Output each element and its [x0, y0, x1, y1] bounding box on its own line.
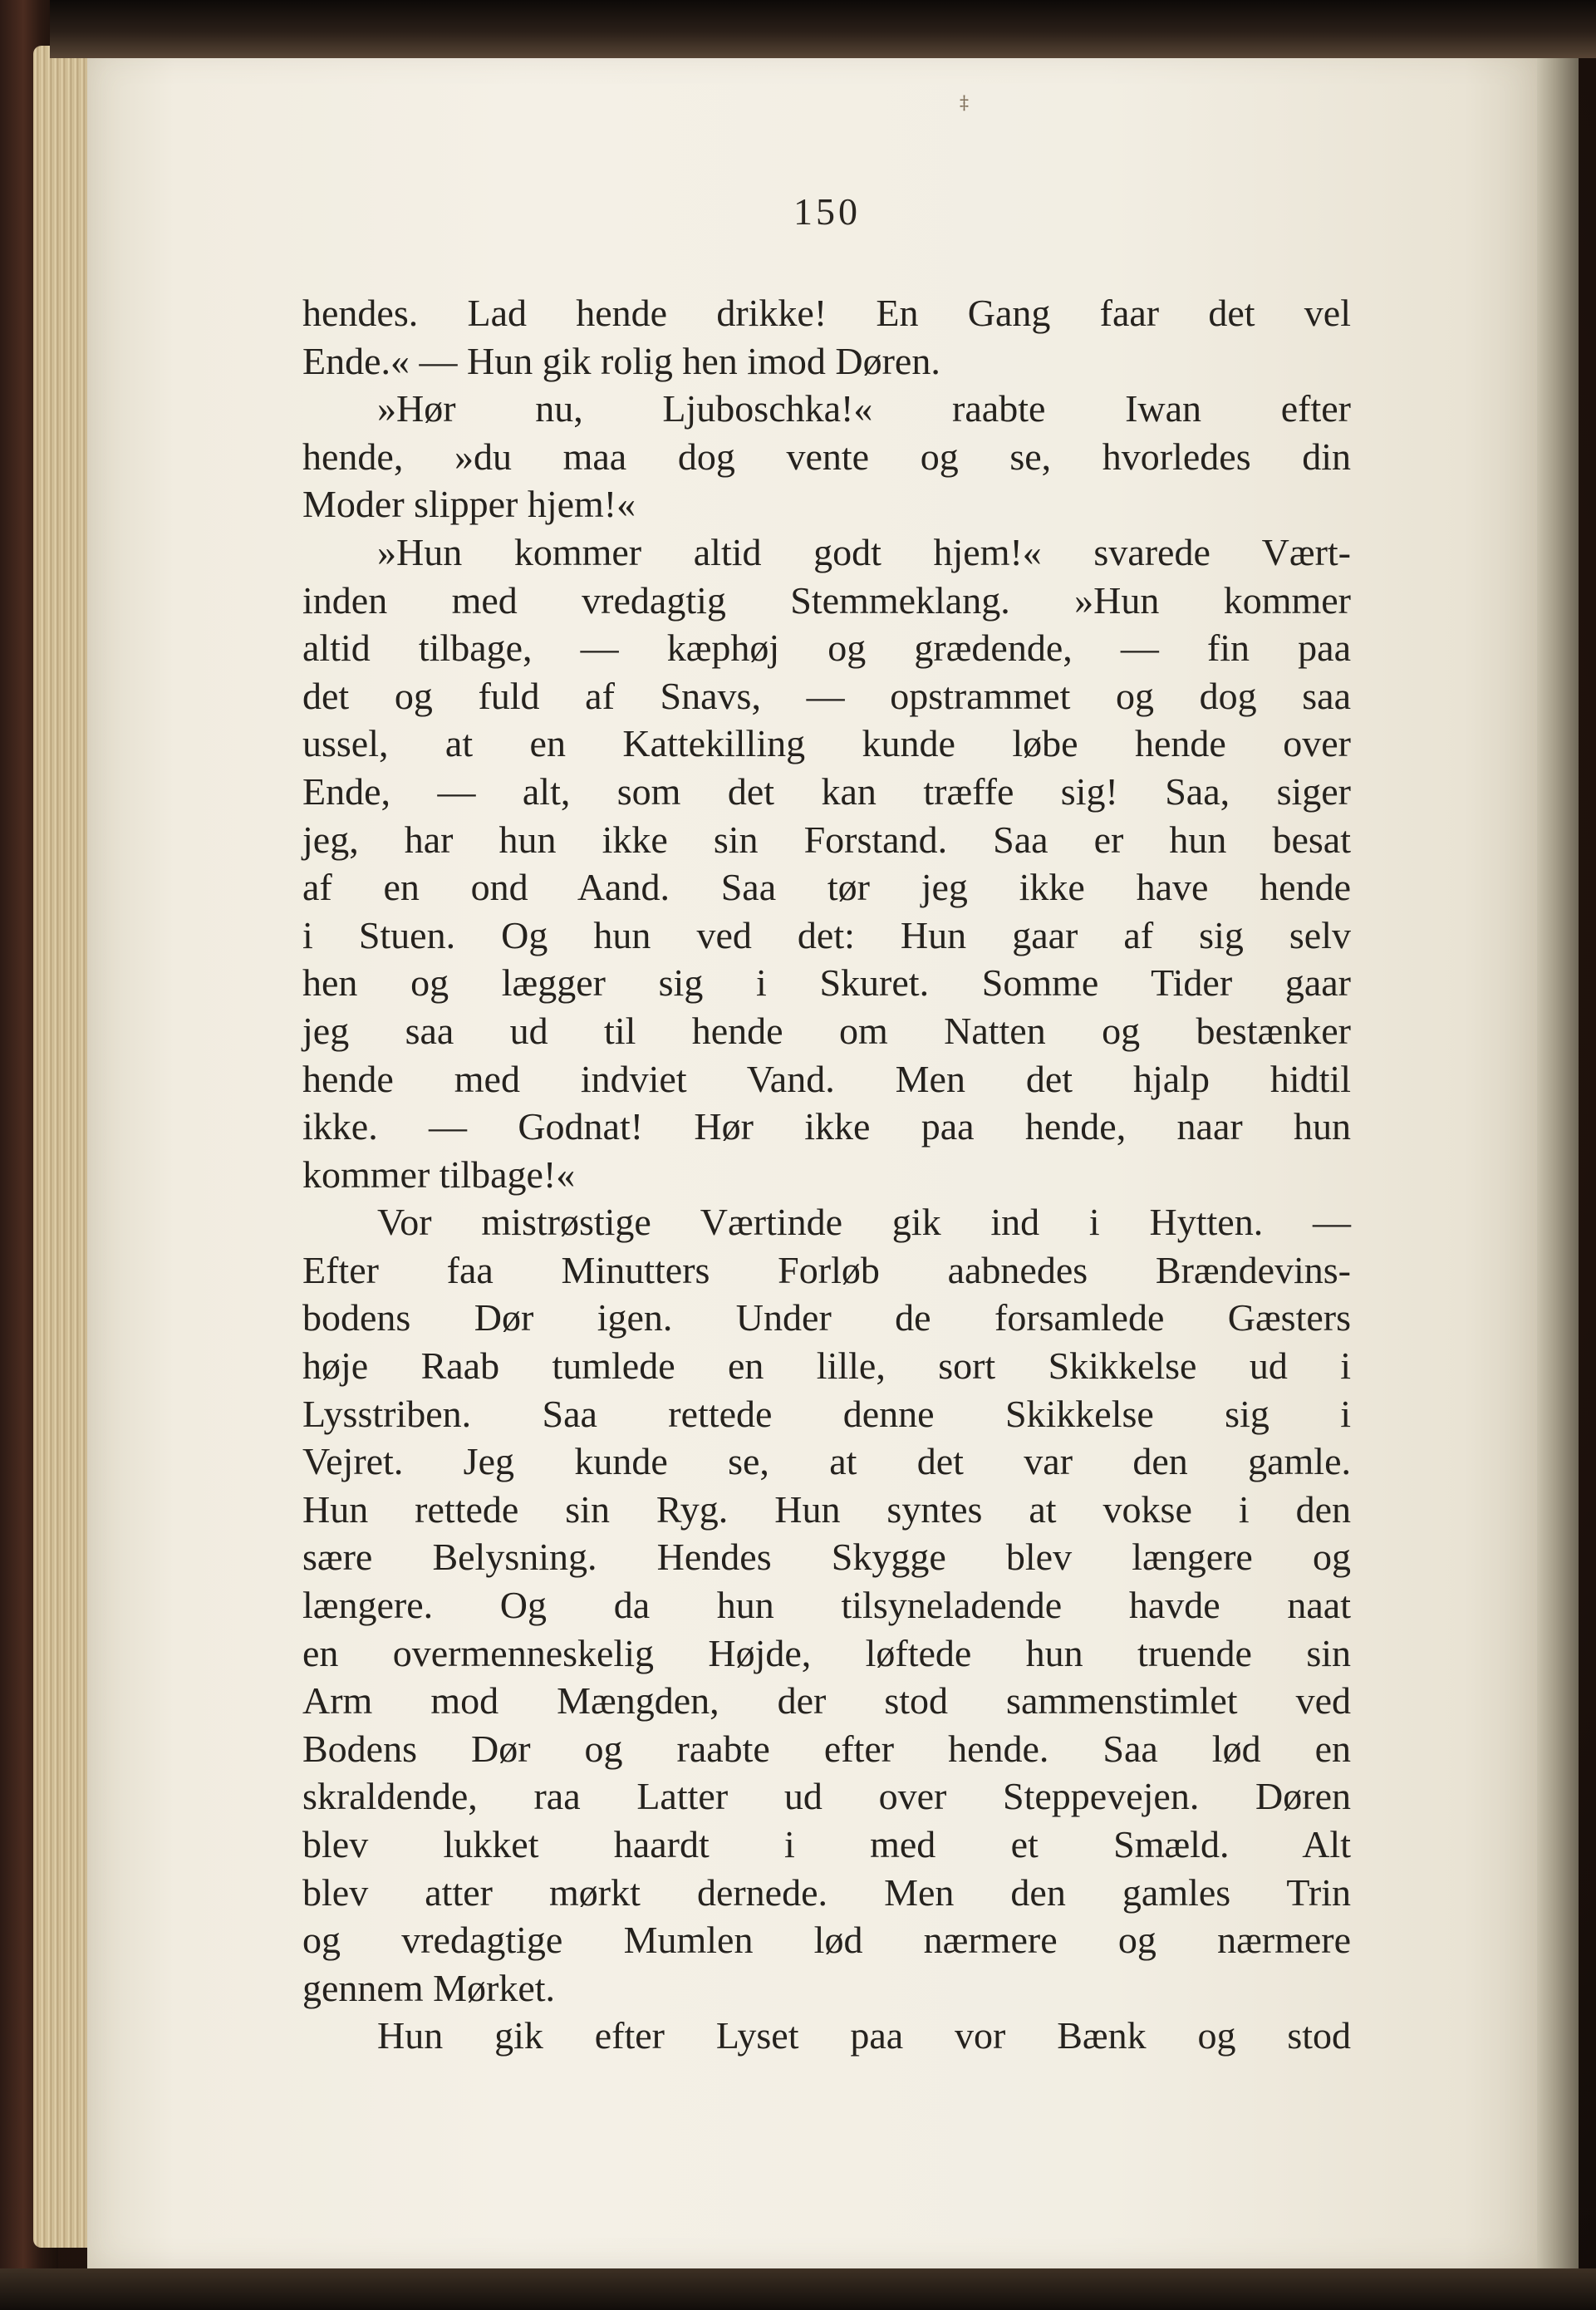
- text-line: Hun gik efter Lyset paa vor Bænk og stod: [377, 2014, 1351, 2057]
- text-line: hende, »du maa dog vente og se, hvorledes din: [302, 435, 1351, 478]
- body-text: [302, 289, 1351, 2060]
- text-line: Arm mod Mængden, der stod sammenstimlet ved: [302, 1679, 1351, 1723]
- text-line: høje Raab tumlede en lille, sort Skikkelse ud i: [302, 1344, 1351, 1388]
- text-line: »Hun kommer altid godt hjem!« svarede Vært-: [377, 530, 1351, 573]
- text-line: jeg, har hun ikke sin Forstand. Saa er hun besat: [302, 818, 1351, 861]
- text-line: i Stuen. Og hun ved det: Hun gaar af sig selv: [302, 913, 1351, 956]
- text-line: Efter faa Minutters Forløb aabnedes Brændevins-: [302, 1248, 1351, 1291]
- text-line: Ende, — alt, som det kan træffe sig! Saa, siger: [302, 769, 1351, 813]
- text-line: »Hør nu, Ljuboschka!« raabte Iwan efter: [377, 387, 1351, 430]
- text-line: og vredagtige Mumlen lød nærmere og nærmere: [302, 1919, 1351, 1962]
- top-shadow: [50, 0, 1596, 58]
- text-line: Hun rettede sin Ryg. Hun syntes at vokse i den: [302, 1487, 1351, 1531]
- text-line: blev atter mørkt dernede. Men den gamles Trin: [302, 1870, 1351, 1914]
- text-line: blev lukket haardt i med et Smæld. Alt: [302, 1823, 1351, 1865]
- page-mark: ‡: [960, 93, 969, 114]
- text-line: jeg saa ud til hende om Natten og bestænker: [302, 1009, 1351, 1052]
- page-number: 150: [793, 190, 861, 233]
- text-line: altid tilbage, — kæphøj og grædende, — fin paa: [302, 627, 1351, 670]
- text-line: ussel, at en Kattekilling kunde løbe hende over: [302, 722, 1351, 765]
- text-line: det og fuld af Snavs, — opstrammet og dog saa: [302, 674, 1351, 717]
- text-line: inden med vredagtig Stemmeklang. »Hun kommer: [302, 578, 1351, 622]
- text-line: hendes. Lad hende drikke! En Gang faar det vel: [302, 292, 1351, 334]
- text-line: af en ond Aand. Saa tør jeg ikke have hende: [302, 866, 1351, 909]
- text-line: hende med indviet Vand. Men det hjalp hidtil: [302, 1057, 1351, 1100]
- text-line: en overmenneskelig Højde, løftede hun truende sin: [302, 1631, 1351, 1674]
- text-line: Moder slipper hjem!«: [302, 483, 636, 526]
- text-line: Lysstriben. Saa rettede denne Skikkelse sig i: [302, 1392, 1351, 1435]
- text-line: Bodens Dør og raabte efter hende. Saa lød en: [302, 1727, 1351, 1770]
- text-line: kommer tilbage!«: [302, 1153, 576, 1196]
- text-line: skraldende, raa Latter ud over Steppevejen. Døren: [302, 1775, 1351, 1818]
- text-line: Vor mistrøstige Værtinde gik ind i Hytten. —: [377, 1201, 1351, 1244]
- text-line: Ende.« — Hun gik rolig hen imod Døren.: [302, 339, 940, 382]
- text-line: sære Belysning. Hendes Skygge blev længere og: [302, 1536, 1351, 1579]
- text-line: hen og lægger sig i Skuret. Somme Tider gaar: [302, 961, 1351, 1005]
- text-line: bodens Dør igen. Under de forsamlede Gæsters: [302, 1296, 1351, 1339]
- bottom-shadow: [0, 2268, 1596, 2310]
- text-line: gennem Mørket.: [302, 1966, 556, 2009]
- text-line: længere. Og da hun tilsyneladende havde naat: [302, 1584, 1351, 1627]
- text-line: ikke. — Godnat! Hør ikke paa hende, naar hun: [302, 1105, 1351, 1148]
- text-line: Vejret. Jeg kunde se, at det var den gamle.: [302, 1440, 1351, 1483]
